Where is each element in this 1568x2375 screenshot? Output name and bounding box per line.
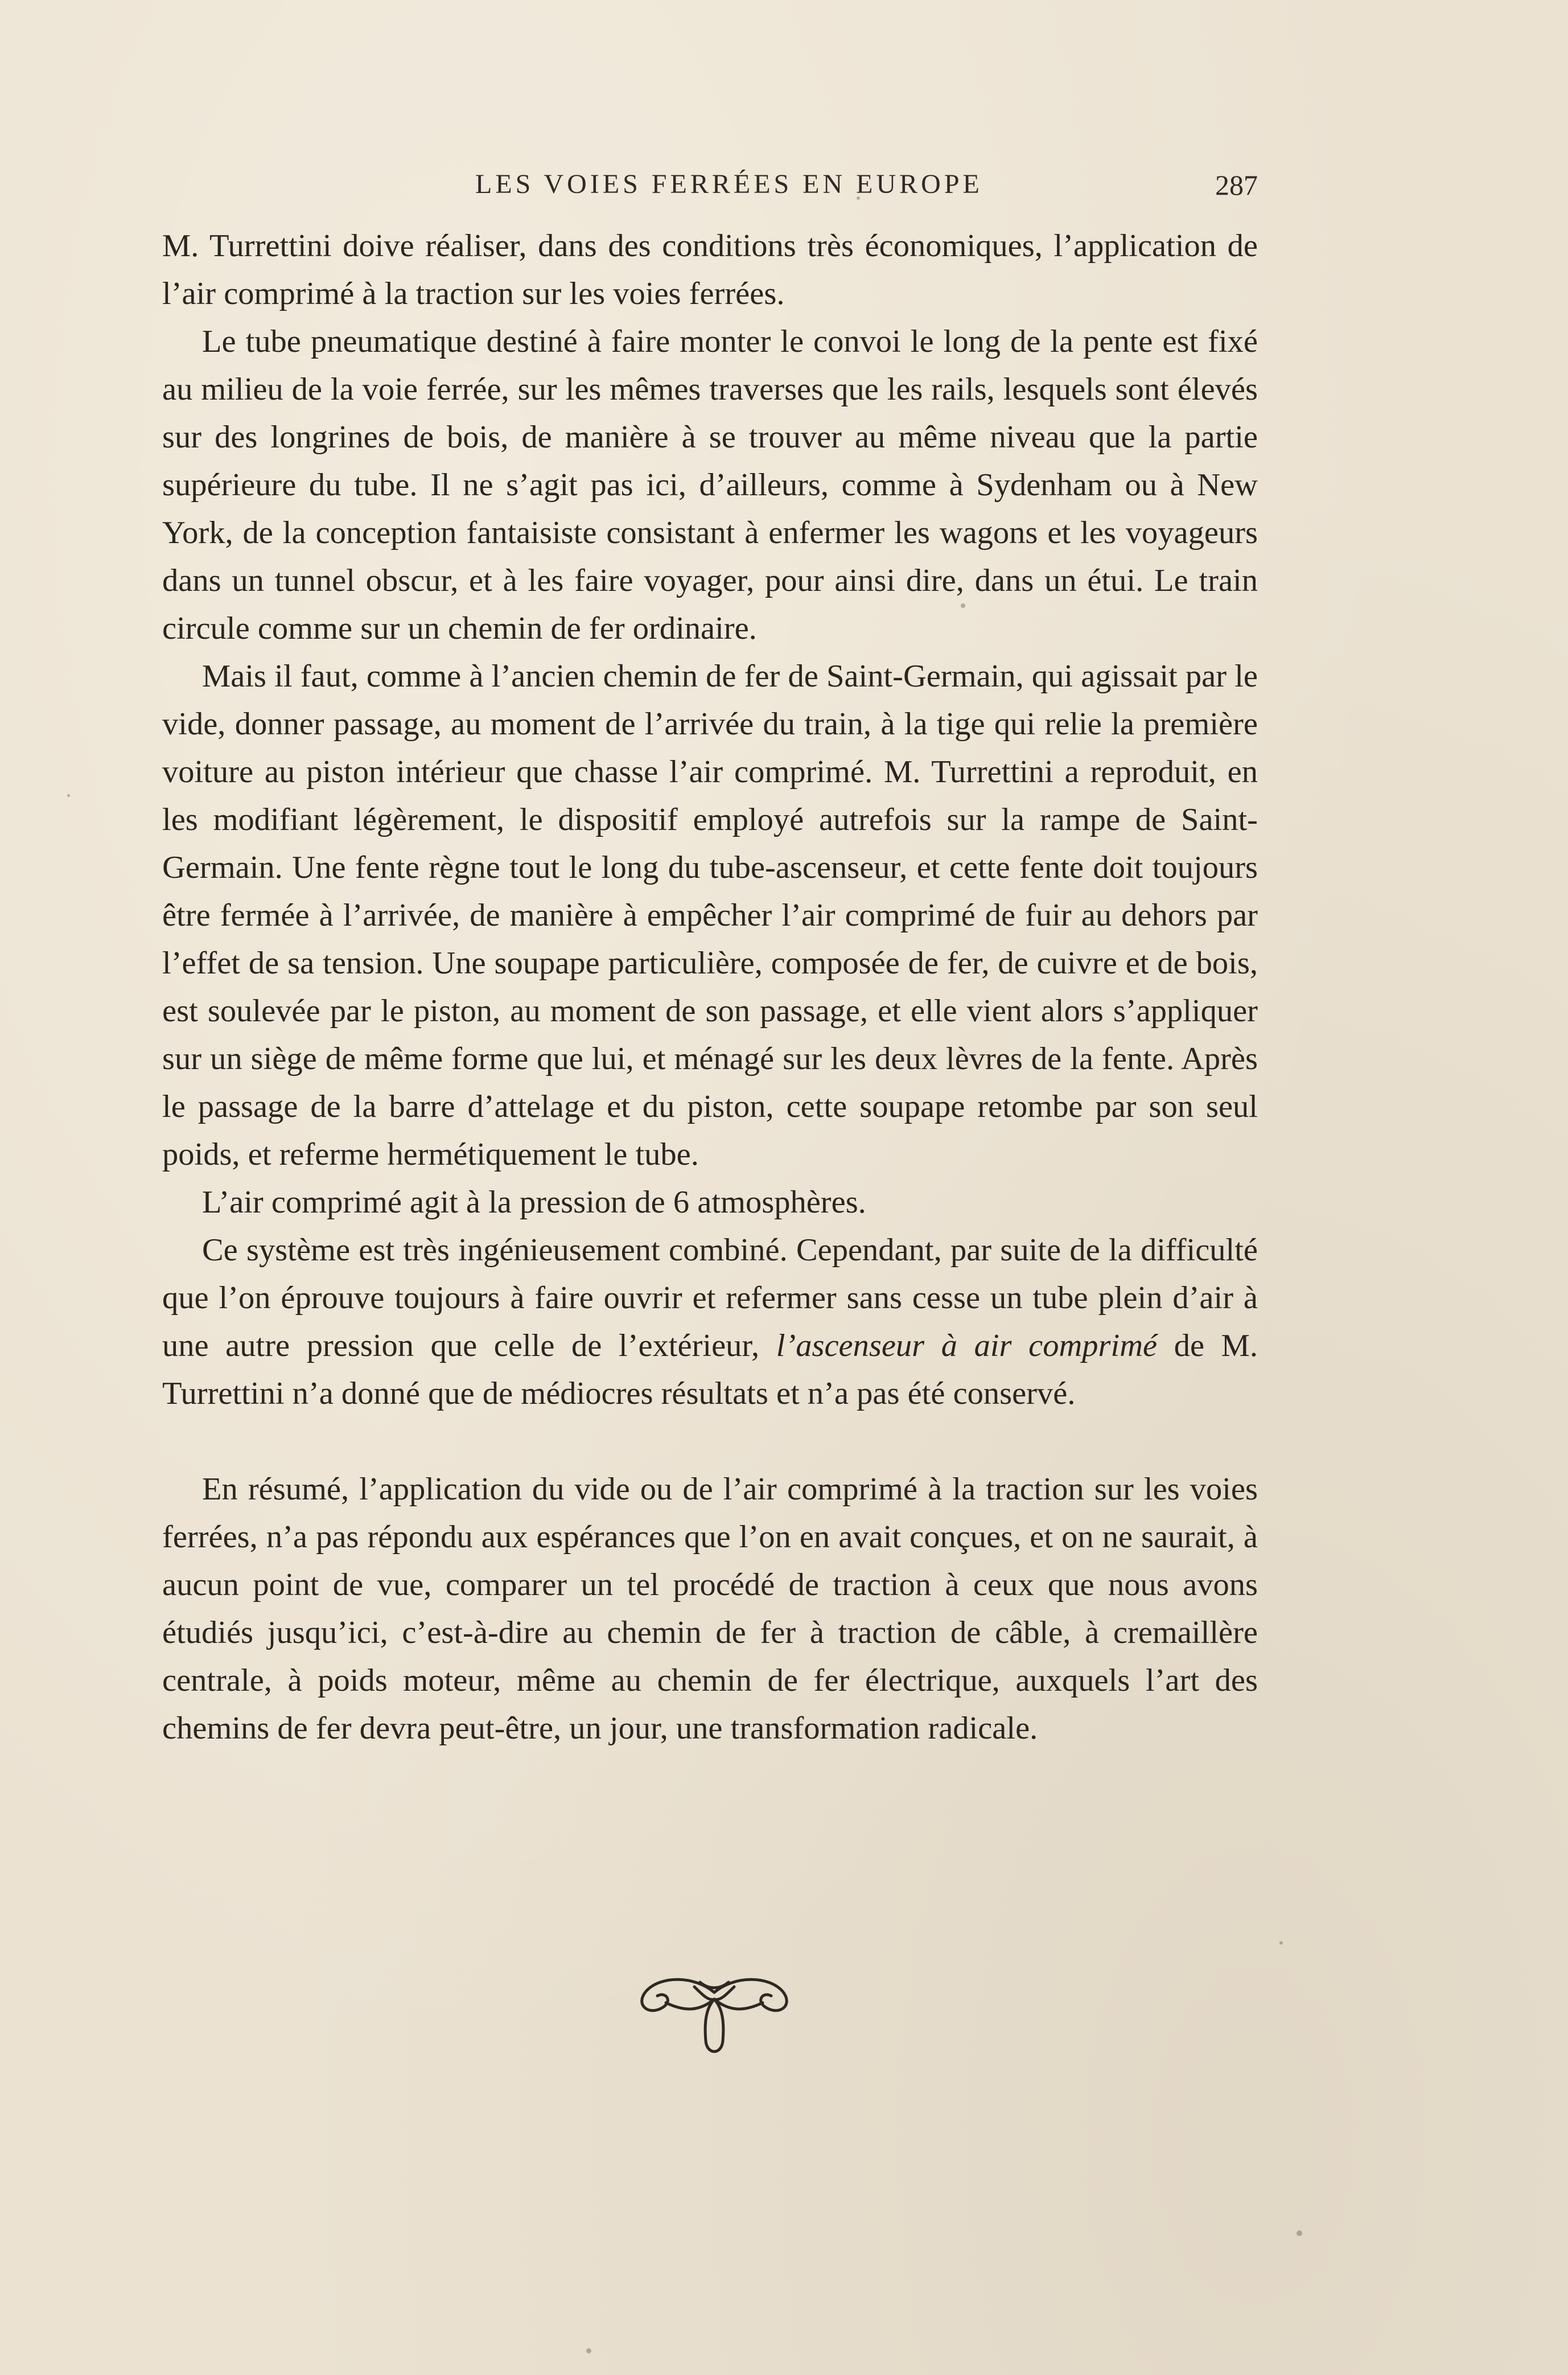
paper-speck: [961, 603, 965, 608]
paper-speck: [857, 196, 860, 200]
paper-speck: [1279, 1941, 1283, 1945]
paragraph-5-text-start: Ce système est très ingénieusement combiné. Cependant, par suite de la difficulté que l’on éprouve toujours à faire ouvrir et refermer sans cesse un tube plein d’air à une autre pression que celle de l’extérieur,: [162, 1232, 1258, 1363]
running-title: LES VOIES FERRÉES EN EUROPE: [475, 169, 983, 199]
paragraph-3: Mais il faut, comme à l’ancien chemin de fer de Saint-Germain, qui agissait par le vide, donner passage, au moment de l’arrivée du train, à la tige qui relie la première voiture au piston intérieur que chasse l’air comprimé. M. Turrettini a reproduit, en les modifiant légèrement, le dispositif employé autrefois sur la rampe de Saint-Germain. Une fente règne tout le long du tube-ascenseur, et cette fente doit toujours être fermée à l’arrivée, de manière à empêcher l’air comprimé de fuir au dehors par l’effet de sa tension. Une soupape particulière, composée de fer, de cuivre et de bois, est soulevée par le piston, au moment de son passage, et elle vient alors s’appliquer sur un siège de même forme que lui, et ménagé sur les deux lèvres de la fente. Après le passage de la barre d’attelage et du piston, cette soupape retombe par son seul poids, et referme hermétiquement le tube.: [162, 659, 1258, 1172]
page-number: 287: [1215, 169, 1258, 201]
paper-speck: [1297, 2230, 1302, 2236]
paper-speck: [586, 2348, 591, 2353]
paragraph-5: [162, 1226, 1258, 1417]
closing-ornament-icon: [632, 1970, 797, 2061]
paragraph-1: M. Turrettini doive réaliser, dans des conditions très économiques, l’application de l’air comprimé à la traction sur les voies ferrées.: [162, 228, 1258, 311]
page-header: [162, 165, 1258, 211]
paragraph-2: Le tube pneumatique destiné à faire monter le convoi le long de la pente est fixé au milieu de la voie ferrée, sur les mêmes traverses que les rails, lesquels sont élevés sur des longrines de bois, de manière à se trouver au même niveau que la partie supérieure du tube. Il ne s’agit pas ici, d’ailleurs, comme à Sydenham ou à New York, de la conception fantaisiste consistant à enfermer les wagons et les voyageurs dans un tunnel obscur, et à les faire voyager, pour ainsi dire, dans un étui. Le train circule comme sur un chemin de fer ordinaire.: [162, 324, 1258, 646]
paragraph-6: En résumé, l’application du vide ou de l’air comprimé à la traction sur les voies ferrées, n’a pas répondu aux espérances que l’on en avait conçues, et on ne saurait, à aucun point de vue, comparer un tel procédé de traction à ceux que nous avons étudiés jusqu’ici, c’est-à-dire au chemin de fer à traction de câble, à cremaillère centrale, à poids moteur, même au chemin de fer électrique, auxquels l’art des chemins de fer devra peut-être, un jour, une transformation radicale.: [162, 1472, 1258, 1746]
body-text: [162, 222, 1258, 1752]
paper-speck: [67, 794, 70, 797]
paragraph-5-text-end: de M. Turrettini n’a donné que de médiocres résultats et n’a pas été conservé.: [162, 1328, 1258, 1411]
italic-term: l’ascenseur à air comprimé: [776, 1328, 1158, 1363]
paragraph-4: L’air comprimé agit à la pression de 6 atmosphères.: [202, 1185, 866, 1220]
